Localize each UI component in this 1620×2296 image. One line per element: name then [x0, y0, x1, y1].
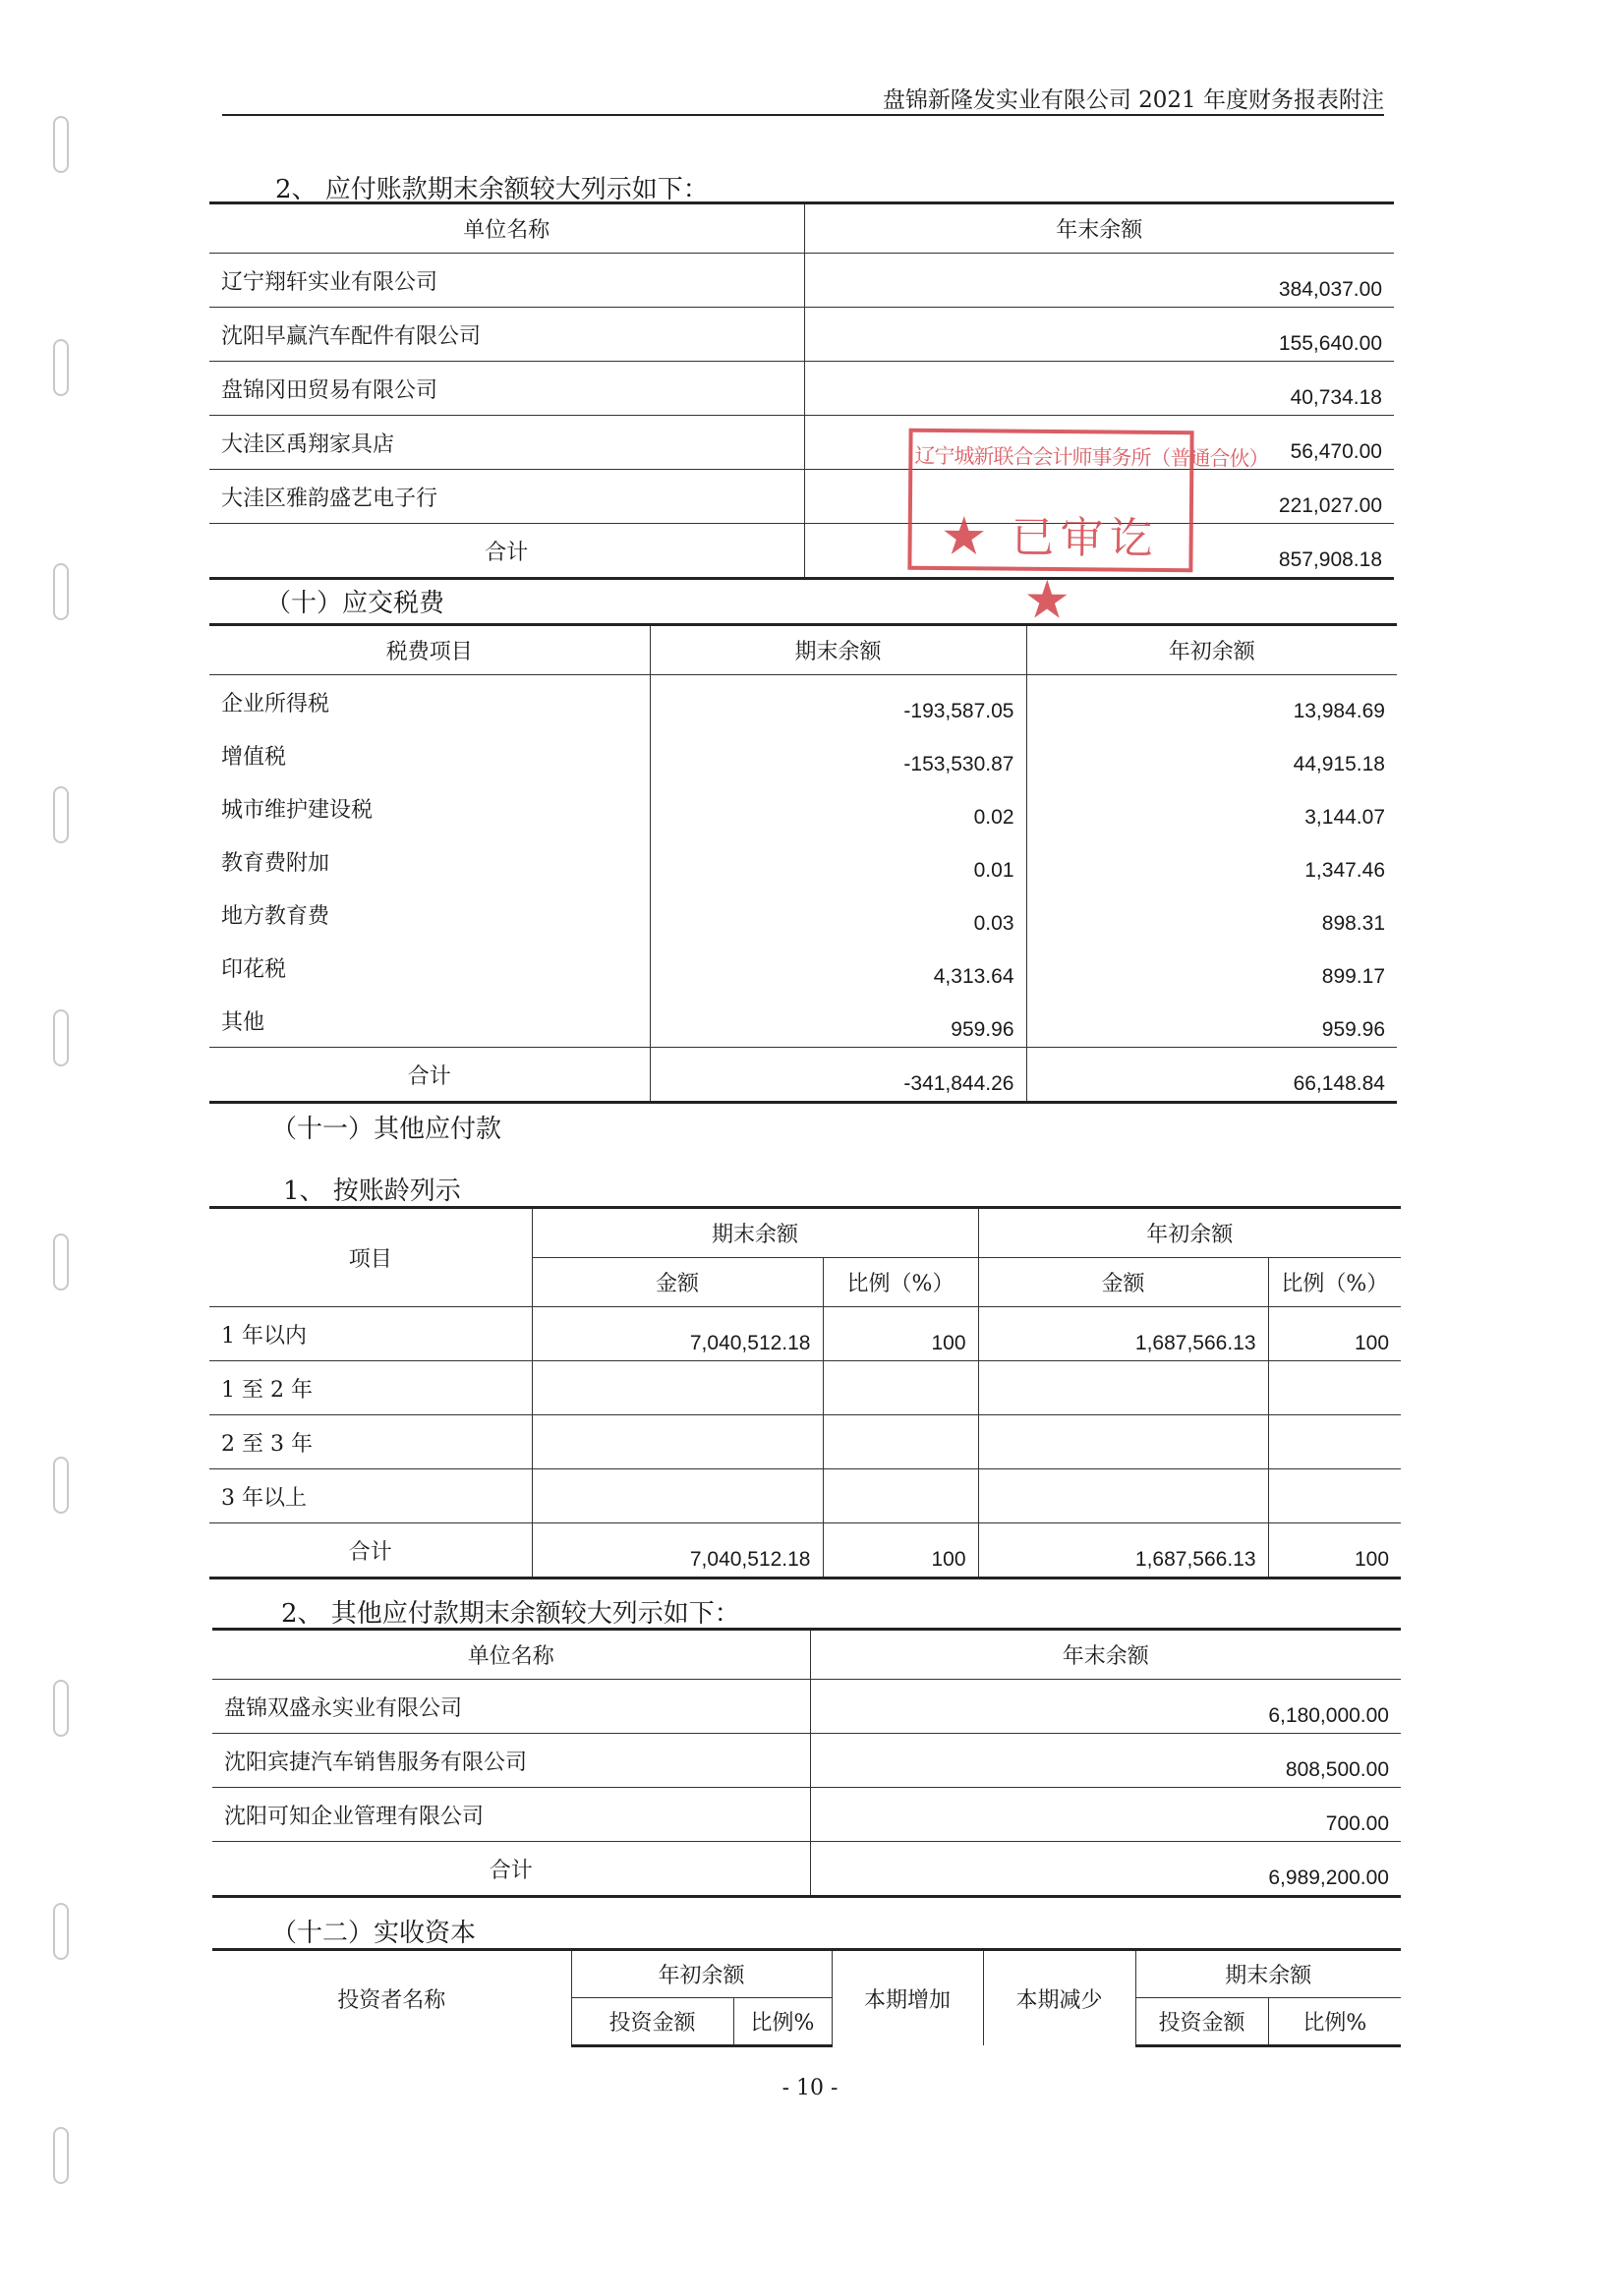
- total-begin-balance: 66,148.84: [1026, 1048, 1397, 1103]
- amount-cell: 56,470.00: [804, 416, 1394, 470]
- end-ratio-cell: [823, 1415, 978, 1469]
- binder-hole: [53, 1903, 69, 1960]
- begin-ratio-cell: 100: [1268, 1307, 1401, 1361]
- table-header-row: [212, 1950, 1401, 1998]
- end-balance-cell: -153,530.87: [650, 728, 1026, 781]
- tax-item-cell: 其他: [209, 994, 650, 1048]
- end-balance-cell: 0.03: [650, 888, 1026, 941]
- amount-cell: 40,734.18: [804, 362, 1394, 416]
- binder-hole: [53, 1234, 69, 1291]
- company-name-cell: 沈阳可知企业管理有限公司: [212, 1788, 810, 1842]
- total-label: 合计: [212, 1842, 810, 1897]
- payables-top-heading: 2、 应付账款期末余额较大列示如下：: [275, 175, 709, 204]
- ratio-column-header: 比例%: [733, 1997, 832, 2045]
- end-balance-group-header: 期末余额: [532, 1208, 978, 1258]
- aging-subheading: 1、 按账龄列示: [283, 1177, 461, 1206]
- begin-balance-cell: 13,984.69: [1293, 700, 1385, 722]
- end-balance-cell: 4,313.64: [650, 941, 1026, 994]
- company-name-cell: 沈阳宾捷汽车销售服务有限公司: [212, 1734, 810, 1788]
- total-row: [209, 524, 1394, 579]
- other-payables-top-table: [212, 1628, 1401, 1898]
- company-name-cell: 沈阳早赢汽车配件有限公司: [209, 308, 804, 362]
- begin-balance-cell: 3,144.07: [1304, 806, 1385, 829]
- table-header-row: [209, 203, 1394, 254]
- binder-hole: [53, 2127, 69, 2184]
- increase-column-header: 本期增加: [832, 1950, 983, 2046]
- item-column-header: 项目: [209, 1208, 532, 1307]
- total-row: [209, 1523, 1401, 1578]
- binder-hole: [53, 339, 69, 396]
- begin-ratio-cell: [1268, 1361, 1401, 1415]
- stamp-audited-text: ★ 已审讫 ★: [942, 512, 1159, 627]
- total-row: [209, 1048, 1397, 1103]
- paid-in-capital-table: [212, 1948, 1401, 2047]
- total-label: 合计: [209, 1048, 650, 1103]
- begin-balance-cell: 44,915.18: [1293, 753, 1385, 775]
- tax-item-cell: 地方教育费: [209, 888, 650, 941]
- company-name-cell: 辽宁翔轩实业有限公司: [209, 254, 804, 308]
- amount-cell: 155,640.00: [804, 308, 1394, 362]
- invest-amount-column-header: 投资金额: [571, 1997, 733, 2045]
- total-label: 合计: [209, 524, 804, 579]
- table-row: [209, 1469, 1401, 1523]
- amount-column-header: 金额: [532, 1258, 823, 1307]
- table-row: [209, 1415, 1401, 1469]
- column-header: 期末余额: [650, 625, 1026, 675]
- aging-table: [209, 1206, 1401, 1579]
- table-row: [209, 1361, 1401, 1415]
- tax-item-cell: 印花税: [209, 941, 650, 994]
- end-amount-cell: 7,040,512.18: [532, 1307, 823, 1361]
- stamp-firm-name: 辽宁城新联合会计师事务所（普通合伙）: [914, 443, 1269, 471]
- table-row: [209, 781, 1397, 834]
- table-row: [209, 834, 1397, 888]
- column-header: 税费项目: [209, 625, 650, 675]
- taxes-table: [209, 623, 1397, 1104]
- other-payables-top-heading: 2、 其他应付款期末余额较大列示如下：: [281, 1599, 740, 1629]
- amount-cell: 700.00: [810, 1788, 1401, 1842]
- table-row: [212, 1788, 1401, 1842]
- table-row: [209, 675, 1397, 729]
- begin-amount-cell: [978, 1415, 1268, 1469]
- amount-cell: 808,500.00: [810, 1734, 1401, 1788]
- total-row: [212, 1842, 1401, 1897]
- aging-bucket-cell: 3 年以上: [209, 1469, 532, 1523]
- decrease-column-header: 本期减少: [983, 1950, 1135, 2046]
- begin-balance-cell: 1,347.46: [1304, 859, 1385, 882]
- table-row: [209, 362, 1394, 416]
- end-ratio-cell: [823, 1361, 978, 1415]
- amount-cell: 6,180,000.00: [810, 1680, 1401, 1734]
- paid-in-capital-heading: （十二）实收资本: [271, 1919, 477, 1948]
- ratio-column-header: 比例（%）: [823, 1258, 978, 1307]
- aging-bucket-cell: 1 至 2 年: [209, 1361, 532, 1415]
- table-header-row: [212, 1630, 1401, 1680]
- company-name-cell: 盘锦冈田贸易有限公司: [209, 362, 804, 416]
- company-name-cell: 大洼区雅韵盛艺电子行: [209, 470, 804, 524]
- column-header: 单位名称: [209, 203, 804, 254]
- total-begin-ratio: 100: [1268, 1523, 1401, 1578]
- total-amount: 6,989,200.00: [810, 1842, 1401, 1897]
- column-header: 年末余额: [810, 1630, 1401, 1680]
- amount-cell: 221,027.00: [804, 470, 1394, 524]
- table-row: [209, 888, 1397, 941]
- tax-item-cell: 企业所得税: [209, 675, 650, 729]
- document-header-title: 盘锦新隆发实业有限公司 2021 年度财务报表附注: [882, 87, 1384, 113]
- end-amount-cell: [532, 1469, 823, 1523]
- end-amount-cell: [532, 1415, 823, 1469]
- table-row: [209, 254, 1394, 308]
- tax-item-cell: 城市维护建设税: [209, 781, 650, 834]
- total-label: 合计: [209, 1523, 532, 1578]
- begin-balance-cell: 959.96: [1026, 994, 1397, 1048]
- ratio-column-header: 比例%: [1268, 1997, 1401, 2045]
- end-balance-cell: 0.02: [650, 781, 1026, 834]
- begin-balance-group-header: 年初余额: [571, 1950, 832, 1998]
- begin-balance-cell: 898.31: [1321, 912, 1385, 935]
- begin-amount-cell: [978, 1469, 1268, 1523]
- end-balance-cell: 0.01: [650, 834, 1026, 888]
- table-row: [209, 728, 1397, 781]
- amount-column-header: 金额: [978, 1258, 1268, 1307]
- begin-amount-cell: [978, 1361, 1268, 1415]
- page-number: - 10 -: [781, 2076, 839, 2100]
- company-name-cell: 大洼区禹翔家具店: [209, 416, 804, 470]
- tax-item-cell: 教育费附加: [209, 834, 650, 888]
- table-row: [209, 994, 1397, 1048]
- end-balance-group-header: 期末余额: [1135, 1950, 1401, 1998]
- column-header: 单位名称: [212, 1630, 810, 1680]
- taxes-heading: （十）应交税费: [265, 589, 445, 618]
- invest-amount-column-header: 投资金额: [1135, 1997, 1268, 2045]
- end-ratio-cell: 100: [823, 1307, 978, 1361]
- table-row: [209, 308, 1394, 362]
- end-balance-cell: -193,587.05: [650, 675, 1026, 729]
- end-balance-cell: 959.96: [650, 994, 1026, 1048]
- begin-balance-group-header: 年初余额: [978, 1208, 1401, 1258]
- column-header: 年末余额: [804, 203, 1394, 254]
- company-name-cell: 盘锦双盛永实业有限公司: [212, 1680, 810, 1734]
- table-row: [212, 1734, 1401, 1788]
- total-end-balance: -341,844.26: [650, 1048, 1026, 1103]
- other-payables-heading: （十一）其他应付款: [271, 1115, 502, 1144]
- table-row: [209, 470, 1394, 524]
- begin-amount-cell: 1,687,566.13: [978, 1307, 1268, 1361]
- end-amount-cell: [532, 1361, 823, 1415]
- investor-column-header: 投资者名称: [212, 1950, 571, 2046]
- audit-stamp: [907, 429, 1269, 627]
- total-amount: 857,908.18: [804, 524, 1394, 579]
- aging-bucket-cell: 1 年以内: [209, 1307, 532, 1361]
- begin-ratio-cell: [1268, 1415, 1401, 1469]
- table-row: [212, 1680, 1401, 1734]
- begin-ratio-cell: [1268, 1469, 1401, 1523]
- binder-hole: [53, 563, 69, 620]
- total-end-ratio: 100: [823, 1523, 978, 1578]
- table-header-row: [209, 1208, 1401, 1258]
- begin-balance-cell: 899.17: [1321, 965, 1385, 988]
- ratio-column-header: 比例（%）: [1268, 1258, 1401, 1307]
- total-end-amount: 7,040,512.18: [532, 1523, 823, 1578]
- amount-cell: 384,037.00: [804, 254, 1394, 308]
- binder-hole: [53, 1680, 69, 1737]
- total-begin-amount: 1,687,566.13: [978, 1523, 1268, 1578]
- end-ratio-cell: [823, 1469, 978, 1523]
- binder-hole: [53, 116, 69, 173]
- binder-hole: [53, 1457, 69, 1514]
- column-header: 年初余额: [1026, 625, 1397, 675]
- payables-top-table: [209, 201, 1394, 580]
- binder-hole: [53, 786, 69, 843]
- header-rule: [222, 114, 1384, 116]
- table-header-row: [209, 625, 1397, 675]
- tax-item-cell: 增值税: [209, 728, 650, 781]
- table-row: [209, 1307, 1401, 1361]
- binder-hole: [53, 1009, 69, 1066]
- table-row: [209, 941, 1397, 994]
- aging-bucket-cell: 2 至 3 年: [209, 1415, 532, 1469]
